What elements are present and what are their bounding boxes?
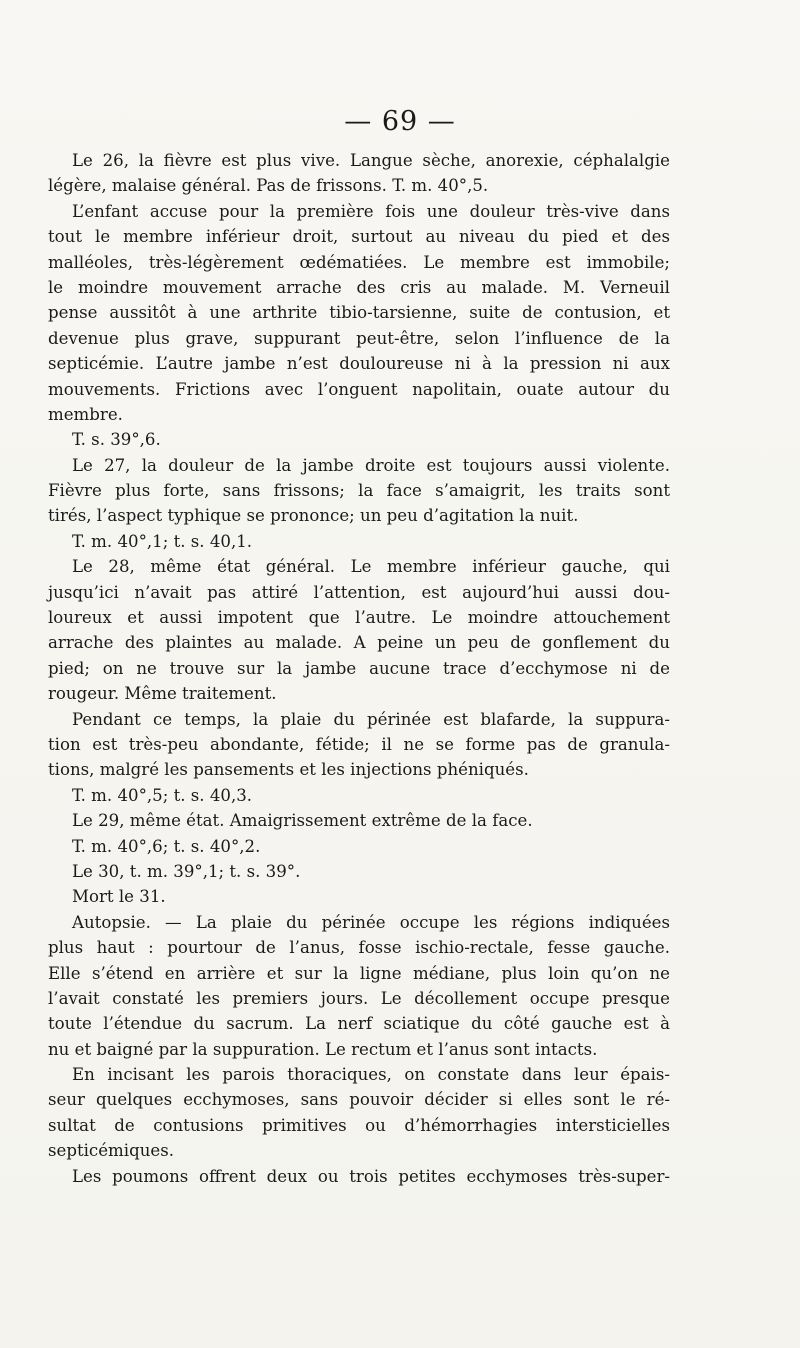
text-line: tirés, l’aspect typhique se prononce; un peu d’agitation la nuit. — [48, 506, 579, 526]
text-line: rougeur. Même traitement. — [48, 684, 277, 704]
text-line: Le 28, même état général. Le membre inférieur gauche, qui — [72, 557, 670, 577]
text-line: Le 30, t. m. 39°,1; t. s. 39°. — [72, 861, 301, 881]
text-line: jusqu’ici n’avait pas attiré l’attention, est aujourd’hui aussi dou- — [48, 582, 670, 602]
text-line: plus haut : pourtour de l’anus, fosse ischio-rectale, fesse gauche. — [48, 938, 670, 958]
text-line: T. m. 40°,1; t. s. 40,1. — [72, 531, 253, 551]
text-line: mouvements. Frictions avec l’onguent napolitain, ouate autour du — [48, 379, 670, 399]
text-line: Mort le 31. — [72, 887, 166, 907]
text-line: Fièvre plus forte, sans frissons; la face s’amaigrit, les traits sont — [48, 481, 670, 501]
text-line: toute l’étendue du sacrum. La nerf sciatique du côté gauche est à — [48, 1014, 670, 1034]
text-line: T. m. 40°,5; t. s. 40,3. — [72, 785, 253, 805]
text-line: le moindre mouvement arrache des cris au malade. M. Verneuil — [48, 277, 670, 297]
page-number: — 69 — — [344, 106, 456, 137]
text-line: malléoles, très-légèrement œdématiées. Le membre est immobile; — [48, 252, 670, 272]
text-line: T. s. 39°,6. — [72, 430, 161, 450]
text-line: septicémiques. — [48, 1141, 175, 1161]
text-line: L’enfant accuse pour la première fois une douleur très-vive dans — [72, 201, 670, 221]
body-text — [48, 148, 670, 1189]
text-line: Les poumons offrent deux ou trois petites ecchymoses très-super- — [72, 1166, 670, 1186]
text-line: légère, malaise général. Pas de frissons. T. m. 40°,5. — [48, 176, 489, 196]
text-line: devenue plus grave, suppurant peut-être, selon l’influence de la — [48, 328, 670, 348]
text-line: nu et baigné par la suppuration. Le rectum et l’anus sont intacts. — [48, 1039, 598, 1059]
text-line: Le 26, la fièvre est plus vive. Langue sèche, anorexie, céphalalgie — [72, 151, 670, 170]
text-line: sultat de contusions primitives ou d’hémorrhagies intersticielles — [48, 1115, 670, 1135]
text-line: En incisant les parois thoraciques, on constate dans leur épais- — [72, 1065, 670, 1085]
text-line: membre. — [48, 404, 123, 424]
text-line: pied; on ne trouve sur la jambe aucune trace d’ecchymose ni de — [48, 658, 670, 678]
text-line: Le 29, même état. Amaigrissement extrême de la face. — [72, 811, 533, 831]
text-line: l’avait constaté les premiers jours. Le décollement occupe presque — [48, 988, 670, 1008]
text-line: pense aussitôt à une arthrite tibio-tarsienne, suite de contusion, et — [48, 303, 670, 323]
text-line: loureux et aussi impotent que l’autre. Le moindre attouchement — [48, 608, 670, 628]
text-line: tout le membre inférieur droit, surtout au niveau du pied et des — [48, 227, 670, 247]
text-line: tion est très-peu abondante, fétide; il ne se forme pas de granula- — [48, 734, 670, 754]
text-line: seur quelques ecchymoses, sans pouvoir décider si elles sont le ré- — [48, 1090, 670, 1110]
text-line: Elle s’étend en arrière et sur la ligne médiane, plus loin qu’on ne — [48, 963, 670, 983]
text-line: tions, malgré les pansements et les injections phéniqués. — [48, 760, 529, 780]
text-line: T. m. 40°,6; t. s. 40°,2. — [72, 836, 261, 856]
text-line: Le 27, la douleur de la jambe droite est toujours aussi violente. — [72, 455, 670, 475]
text-line: Pendant ce temps, la plaie du périnée est blafarde, la suppura- — [72, 709, 670, 729]
text-line: Autopsie. — La plaie du périnée occupe les régions indiquées — [72, 912, 670, 932]
text-line: septicémie. L’autre jambe n’est douloureuse ni à la pression ni aux — [48, 354, 670, 374]
text-line: arrache des plaintes au malade. A peine un peu de gonflement du — [48, 633, 670, 653]
